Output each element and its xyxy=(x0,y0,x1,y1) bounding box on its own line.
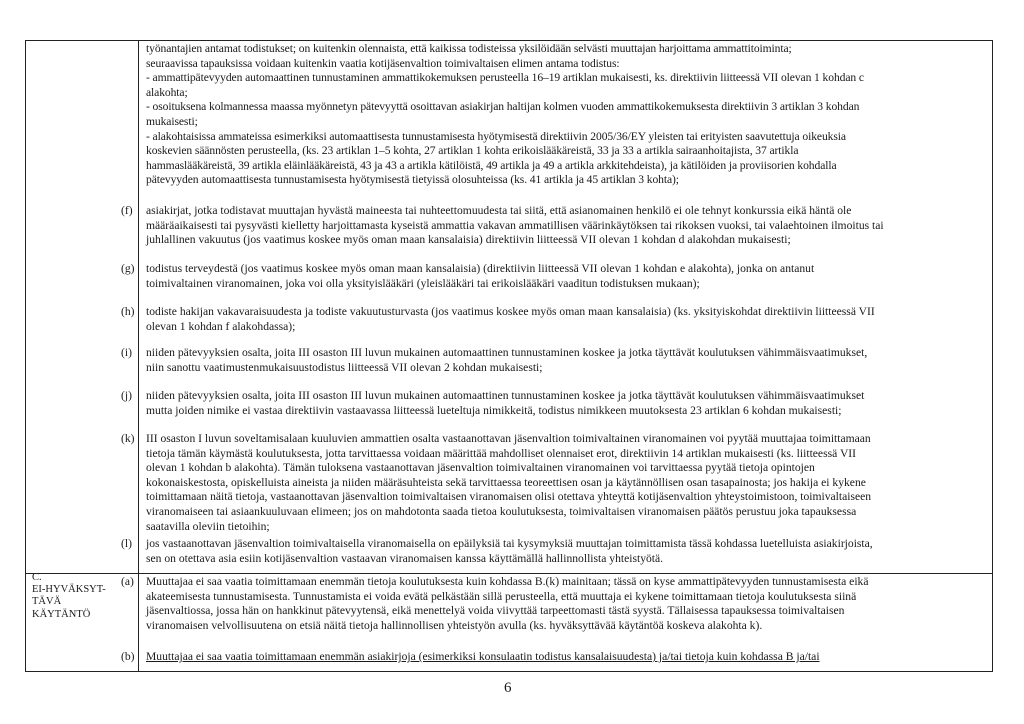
row-divider xyxy=(26,573,992,574)
intro-line: alakohta; xyxy=(146,85,188,99)
item-text xyxy=(146,346,867,375)
item-text xyxy=(146,650,820,665)
item-line: niin sanottu vaatimustenmukaisuustodistus liitteessä VII olevan 2 kohdan mukaisesti; xyxy=(146,360,543,374)
item-line: Muuttajaa ei saa vaatia toimittamaan enemmän asiakirjoja (esimerkiksi konsulaatin todistus kansalaisuudesta) ja/tai tietoja kuin kohdassa B ja/tai xyxy=(146,650,820,663)
item-text xyxy=(146,262,814,291)
item-text xyxy=(146,537,873,566)
item-text xyxy=(146,575,868,633)
intro-line: - osoituksena kolmannessa maassa myönnetyn pätevyyttä osoittavan asiakirjan haltijan kolmen vuoden ammattikokemuksesta direktiivin 3 artiklan 3 kohdan xyxy=(146,100,860,114)
item-label: (f) xyxy=(121,204,133,217)
item-line: toimittamaan näitä tietoja, vastaanottavan jäsenvaltion toimivaltaisen viranomaisen olisi otettava yhteyttä kotijäsenvaltion yhteystoimistoon, toimivaltaiseen xyxy=(146,490,872,504)
section-heading-line: C. xyxy=(32,572,42,583)
item-label: (h) xyxy=(121,305,135,318)
section-heading-line: TÄVÄ xyxy=(32,596,62,608)
item-line: Muuttajaa ei saa vaatia toimittamaan enemmän tietoja koulutuksesta kuin kohdassa B.(k) mainitaan; tässä on kyse ammattipätevyyden tunnustamisesta eikä xyxy=(146,575,869,588)
item-text xyxy=(146,432,871,534)
intro-line: - ammattipätevyyden automaattinen tunnustaminen ammattikokemuksen perusteella 16–19 artiklan mukaisesti, ks. direktiivin liitteessä VII olevan 1 kohdan c xyxy=(146,71,864,85)
item-line: jäsenvaltiossa, jossa hän on hankkinut pätevyytensä, eikä menettelyä voida viivyttää tarpeettomasti tästä syystä. Tällaisessa tapauksessa toimivaltaisen xyxy=(146,604,845,618)
item-line: jos vastaanottavan jäsenvaltion toimivaltaisella viranomaisella on epäilyksiä tai kysymyksiä muuttajan toimittamista tässä kohdassa luetelluista asiakirjoista, xyxy=(146,537,873,550)
intro-line: - alakohtaisissa ammateissa esimerkiksi automaattisesta tunnustamisesta hyötymisestä direktiivin 2005/36/EY yleisten tai erityisten saavutettuja oikeuksia xyxy=(146,129,846,143)
item-line: toimivaltainen viranomainen, joka voi olla yksityislääkäri (yleislääkäri tai erikoislääkäri vaaditun todistuksen mukaan); xyxy=(146,276,700,290)
item-line: juhlallinen vakuutus (jos vaatimus koskee myös oman maan kansalaisia) direktiivin liitteessä VII olevan 1 kohdan d alakohdan mukaisesti; xyxy=(146,233,791,247)
item-line: niiden pätevyyksien osalta, joita III osaston III luvun mukainen automaattinen tunnustaminen koskee ja jotka täyttävät koulutuksen vähimmäisvaatimukset, xyxy=(146,346,868,359)
item-line: viranomaisen velvollisuutena on etsiä näitä tietoja hallinnollisen yhteistyön avulla (ks. hyväksyttävää käytäntöä koskeva alakohta k). xyxy=(146,618,763,632)
intro-line: seuraavissa tapauksissa voidaan kuitenkin vaatia kotijäsenvaltion toimivaltaisen elimen antama todistus: xyxy=(146,56,620,70)
item-label: (k) xyxy=(121,432,135,445)
intro-line: työnantajien antamat todistukset; on kuitenkin olennaista, että kaikissa todisteissa yksilöidään selvästi muuttajan harjoittama ammattitoiminta; xyxy=(146,42,792,55)
item-line: määräaikaisesti tai pysyvästi kielletty harjoittamasta kyseistä ammattia vakavan ammatillisen väärinkäytöksen tai rikoksen vuoksi, tai valaehtoinen ilmoitus tai xyxy=(146,218,884,232)
item-line: akateemisesta tunnustamisesta. Tunnustamista ei voida evätä pelkästään sillä perusteella, että muuttaja ei kykene toimittamaan tietoja koulutuksesta siinä xyxy=(146,589,857,603)
intro-line: pätevyyden automaattisesta tunnustamisesta hyötymisestä tietyissä olosuhteissa (ks. 41 artikla ja 45 artiklan 3 kohta); xyxy=(146,173,679,187)
item-line: olevan 1 kohdan b alakohta). Tämän tuloksena vastaanottavan jäsenvaltion toimivaltainen viranomainen voi tarvittaessa pyytää tietoja opintojen xyxy=(146,461,815,475)
item-line: tietoja tämän käymästä koulutuksesta, jotta tarvittaessa voidaan määrittää mahdolliset olennaiset erot, direktiivin 14 artiklan mukaisesti (ks. liitteessä VII xyxy=(146,446,857,460)
item-line: sen on otettava asia esiin kotijäsenvaltion vastaavan viranomaisen kanssa käyttämällä hallinnollista yhteistyötä. xyxy=(146,551,664,565)
section-heading-line: EI-HYVÄKSYT- xyxy=(32,584,106,596)
section-heading xyxy=(32,572,106,621)
item-line: todiste hakijan vakavaraisuudesta ja todiste vakuutusturvasta (jos vaatimus koskee myös oman maan kansalaisia) (ks. yksityiskohdat direktiivin liitteessä VII xyxy=(146,305,875,318)
intro-line: mukaisesti; xyxy=(146,114,198,128)
item-label: (l) xyxy=(121,537,132,550)
section-heading-line: KÄYTÄNTÖ xyxy=(32,608,91,620)
item-text xyxy=(146,204,884,248)
item-label: (j) xyxy=(121,389,132,402)
item-label: (b) xyxy=(121,650,135,663)
item-line: asiakirjat, jotka todistavat muuttajan hyvästä maineesta tai nuhteettomuudesta tai siitä, että asianomainen henkilö ei ole tehnyt konkurssia eikä häntä ole xyxy=(146,204,852,217)
item-label: (a) xyxy=(121,575,134,588)
page-number: 6 xyxy=(504,680,512,696)
item-text xyxy=(146,389,864,418)
item-line: viranomaiseen tai asiaankuuluvaan elimeen; jos on mahdotonta saada tietoa koulutuksesta, toimivaltaisen viranomaisen päätös perustuu joka tapauksessa xyxy=(146,504,857,518)
intro-line: hammaslääkäreistä, 39 artikla eläinlääkäreistä, 43 ja 43 a artikla kätilöistä, 49 artikla ja 49 a artikla arkkitehdeista), ja kätilöiden ja proviisorien kohdalla xyxy=(146,158,837,172)
item-label: (g) xyxy=(121,262,135,275)
item-text xyxy=(146,305,875,334)
item-line: niiden pätevyyksien osalta, joita III osaston III luvun mukainen automaattinen tunnustaminen koskee ja jotka täyttävät koulutuksen vähimmäisvaatimukset xyxy=(146,389,865,402)
intro-paragraph xyxy=(146,42,864,188)
intro-line: koskevien säännösten perusteella, (ks. 23 artiklan 1–5 kohta, 27 artiklan 1 kohta erikoislääkäreistä, 33 ja 33 a artikla sairaanhoitajista, 37 artikla xyxy=(146,144,799,158)
item-label: (i) xyxy=(121,346,132,359)
item-line: kokonaiskestosta, opiskelluista aineista ja niiden määräsuhteista sekä tarvittaessa teoreettisen osan ja käytännöllisen osan tasapainosta; jos hakija ei kykene xyxy=(146,475,866,489)
item-line: mutta joiden nimike ei vastaa direktiivin vastaavassa liitteessä lueteltuja nimikkeitä, todistus nimikkeen muutoksesta 23 artiklan 6 kohdan mukaisesti; xyxy=(146,403,842,417)
item-line: III osaston I luvun soveltamisalaan kuuluvien ammattien osalta vastaanottavan jäsenvaltion toimivaltainen viranomainen voi pyytää muuttajaa toimittamaan xyxy=(146,432,871,445)
item-line: todistus terveydestä (jos vaatimus koskee myös oman maan kansalaisia) (direktiivin liitteessä VII olevan 1 kohdan e alakohta), jonka on antanut xyxy=(146,262,815,275)
item-line: saatavilla oleviin tietoihin; xyxy=(146,519,270,533)
item-line: olevan 1 kohdan f alakohdassa); xyxy=(146,319,296,333)
